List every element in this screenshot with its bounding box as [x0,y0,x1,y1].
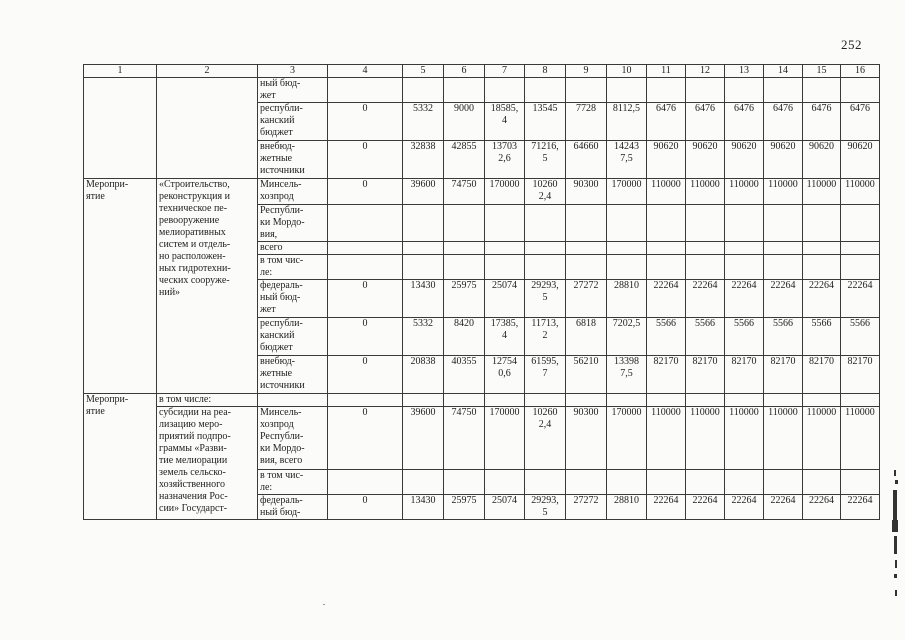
value-cell [841,255,880,280]
column-number-10: 10 [607,65,647,78]
value-cell: 13703 2,6 [485,141,525,179]
funding-source-cell: Республи- ки Мордо- вия, [258,205,328,242]
funding-source-cell: всего [258,242,328,255]
column-number-13: 13 [725,65,764,78]
page-number: 252 [841,37,862,52]
value-cell: 25975 [444,495,485,520]
value-cell: 110000 [841,407,880,470]
value-cell: 20838 [403,356,444,394]
value-cell [803,205,841,242]
value-cell [725,78,764,103]
value-cell [328,78,403,103]
value-cell [328,242,403,255]
value-cell: 110000 [647,407,686,470]
value-cell: 74750 [444,407,485,470]
value-cell: 13430 [403,495,444,520]
activity-subheading-cell: в том числе: [157,394,258,407]
funding-source-cell: федераль- ный бюд- [258,495,328,520]
table-row [84,407,880,470]
column-number-2: 2 [157,65,258,78]
value-cell: 170000 [485,179,525,205]
activity-type-cell: Меропри- ятие [84,179,157,394]
value-cell: 90620 [841,141,880,179]
value-cell [725,255,764,280]
value-cell: 82170 [686,356,725,394]
value-cell: 64660 [566,141,607,179]
value-cell [525,78,566,103]
value-cell: 13398 7,5 [607,356,647,394]
value-cell: 110000 [764,179,803,205]
value-cell: 22264 [647,280,686,318]
scan-speck [323,604,325,605]
value-cell [725,205,764,242]
value-cell: 40355 [444,356,485,394]
value-cell: 25975 [444,280,485,318]
empty-cell [725,394,764,407]
funding-source-cell: республи- канский бюджет [258,103,328,141]
value-cell [403,205,444,242]
value-cell: 0 [328,103,403,141]
value-cell [607,470,647,495]
value-cell: 22264 [647,495,686,520]
value-cell [566,255,607,280]
value-cell [444,255,485,280]
value-cell [525,242,566,255]
funding-source-cell: Минсель- хозпрод Республи- ки Мордо- вия, всего [258,407,328,470]
value-cell: 90620 [647,141,686,179]
value-cell: 22264 [764,495,803,520]
value-cell: 27272 [566,495,607,520]
empty-cell [764,394,803,407]
value-cell: 5566 [803,318,841,356]
value-cell [803,470,841,495]
empty-cell [647,394,686,407]
value-cell: 0 [328,280,403,318]
value-cell [764,242,803,255]
value-cell: 7728 [566,103,607,141]
empty-cell [803,394,841,407]
empty-cell [566,394,607,407]
value-cell: 22264 [725,495,764,520]
value-cell: 0 [328,318,403,356]
value-cell: 22264 [764,280,803,318]
empty-cell [485,394,525,407]
value-cell [566,78,607,103]
funding-source-cell: федераль- ный бюд- жет [258,280,328,318]
value-cell [725,470,764,495]
column-number-8: 8 [525,65,566,78]
value-cell: 8420 [444,318,485,356]
value-cell: 14243 7,5 [607,141,647,179]
column-number-9: 9 [566,65,607,78]
value-cell: 22264 [725,280,764,318]
value-cell [764,205,803,242]
value-cell [647,255,686,280]
value-cell: 28810 [607,495,647,520]
value-cell: 0 [328,141,403,179]
value-cell: 10260 2,4 [525,407,566,470]
value-cell: 5332 [403,318,444,356]
value-cell: 82170 [803,356,841,394]
column-number-14: 14 [764,65,803,78]
value-cell [485,205,525,242]
value-cell [841,242,880,255]
value-cell: 6476 [764,103,803,141]
value-cell [764,255,803,280]
table-row [84,179,880,205]
budget-table [83,64,880,520]
value-cell: 6818 [566,318,607,356]
value-cell: 6476 [647,103,686,141]
value-cell [328,205,403,242]
value-cell [647,470,686,495]
value-cell: 90300 [566,407,607,470]
value-cell [403,242,444,255]
value-cell: 17385, 4 [485,318,525,356]
value-cell [764,470,803,495]
empty-cell [258,394,328,407]
value-cell: 5566 [647,318,686,356]
column-number-1: 1 [84,65,157,78]
value-cell [607,242,647,255]
funding-source-cell: внебюд- жетные источники [258,141,328,179]
value-cell: 5566 [725,318,764,356]
value-cell: 6476 [803,103,841,141]
value-cell [525,470,566,495]
value-cell [803,255,841,280]
value-cell: 22264 [686,495,725,520]
value-cell [328,255,403,280]
column-number-16: 16 [841,65,880,78]
value-cell: 39600 [403,407,444,470]
value-cell: 22264 [841,495,880,520]
value-cell: 74750 [444,179,485,205]
value-cell: 110000 [686,179,725,205]
column-number-3: 3 [258,65,328,78]
empty-cell [607,394,647,407]
value-cell [686,470,725,495]
value-cell: 25074 [485,280,525,318]
value-cell: 0 [328,179,403,205]
value-cell: 22264 [803,280,841,318]
funding-source-cell: в том чис- ле: [258,470,328,495]
empty-cell [444,394,485,407]
value-cell: 110000 [841,179,880,205]
value-cell: 9000 [444,103,485,141]
value-cell: 110000 [803,407,841,470]
value-cell: 0 [328,407,403,470]
value-cell: 13545 [525,103,566,141]
value-cell [647,205,686,242]
funding-source-cell: внебюд- жетные источники [258,356,328,394]
value-cell: 82170 [725,356,764,394]
column-number-4: 4 [328,65,403,78]
value-cell [485,470,525,495]
value-cell: 27272 [566,280,607,318]
value-cell: 6476 [686,103,725,141]
value-cell [725,242,764,255]
value-cell: 11713, 2 [525,318,566,356]
value-cell [444,78,485,103]
value-cell: 5566 [764,318,803,356]
value-cell: 110000 [725,407,764,470]
funding-source-cell: ный бюд- жет [258,78,328,103]
column-number-15: 15 [803,65,841,78]
value-cell: 29293, 5 [525,280,566,318]
value-cell: 8112,5 [607,103,647,141]
value-cell: 82170 [764,356,803,394]
value-cell [566,205,607,242]
value-cell [403,255,444,280]
value-cell [841,78,880,103]
value-cell: 6476 [841,103,880,141]
value-cell: 71216, 5 [525,141,566,179]
value-cell: 6476 [725,103,764,141]
value-cell: 29293, 5 [525,495,566,520]
value-cell: 0 [328,356,403,394]
empty-cell [686,394,725,407]
value-cell: 110000 [764,407,803,470]
value-cell: 5566 [686,318,725,356]
value-cell: 25074 [485,495,525,520]
value-cell [607,78,647,103]
value-cell [525,205,566,242]
value-cell: 39600 [403,179,444,205]
value-cell: 82170 [647,356,686,394]
value-cell [403,78,444,103]
value-cell: 5566 [841,318,880,356]
value-cell: 0 [328,495,403,520]
value-cell: 32838 [403,141,444,179]
value-cell: 90620 [764,141,803,179]
value-cell [607,255,647,280]
activity-name-cell: субсидии на реа- лизацию меро- приятий подпро- граммы «Разви- тие мелиорации земель сельско- хозяйственного назначения Рос- сии» Государст- [157,407,258,520]
funding-source-cell: Минсель- хозпрод [258,179,328,205]
value-cell: 13430 [403,280,444,318]
value-cell [485,78,525,103]
value-cell: 110000 [725,179,764,205]
value-cell: 90620 [725,141,764,179]
value-cell: 110000 [647,179,686,205]
value-cell [566,242,607,255]
empty-cell [403,394,444,407]
value-cell: 90300 [566,179,607,205]
value-cell [803,78,841,103]
value-cell [686,242,725,255]
empty-cell [328,394,403,407]
table-row [84,394,880,407]
value-cell: 28810 [607,280,647,318]
value-cell: 22264 [686,280,725,318]
funding-source-cell: республи- канский бюджет [258,318,328,356]
value-cell: 22264 [841,280,880,318]
value-cell [803,242,841,255]
scan-margin-mark [891,470,901,610]
column-number-row [84,65,880,78]
value-cell [647,78,686,103]
value-cell [686,78,725,103]
value-cell [444,205,485,242]
activity-name-cell: «Строительство, реконструкция и техническое пе- ревооружение мелиоративных систем и отдель- но расположен- ных гидротехни- ческих сооруже- ний» [157,179,258,394]
value-cell: 42855 [444,141,485,179]
column-number-5: 5 [403,65,444,78]
value-cell [566,470,607,495]
empty-cell [525,394,566,407]
value-cell: 5332 [403,103,444,141]
column-number-12: 12 [686,65,725,78]
column-number-6: 6 [444,65,485,78]
value-cell: 110000 [686,407,725,470]
value-cell [525,255,566,280]
value-cell [686,255,725,280]
value-cell: 170000 [485,407,525,470]
value-cell [444,242,485,255]
value-cell [485,242,525,255]
column-number-11: 11 [647,65,686,78]
value-cell: 12754 0,6 [485,356,525,394]
value-cell: 170000 [607,407,647,470]
funding-source-cell: в том чис- ле: [258,255,328,280]
value-cell: 170000 [607,179,647,205]
value-cell [444,470,485,495]
value-cell [403,470,444,495]
value-cell: 22264 [803,495,841,520]
column-number-7: 7 [485,65,525,78]
value-cell [841,205,880,242]
value-cell: 90620 [803,141,841,179]
value-cell: 18585, 4 [485,103,525,141]
activity-type-cell: Меропри- ятие [84,394,157,520]
value-cell: 56210 [566,356,607,394]
empty-cell [841,394,880,407]
activity-type-cell [84,78,157,179]
value-cell: 61595, 7 [525,356,566,394]
value-cell [607,205,647,242]
value-cell: 110000 [803,179,841,205]
value-cell [647,242,686,255]
value-cell: 82170 [841,356,880,394]
value-cell [686,205,725,242]
value-cell [764,78,803,103]
value-cell: 7202,5 [607,318,647,356]
value-cell [841,470,880,495]
table-row [84,78,880,103]
value-cell: 90620 [686,141,725,179]
value-cell [328,470,403,495]
activity-name-cell [157,78,258,179]
value-cell [485,255,525,280]
value-cell: 10260 2,4 [525,179,566,205]
